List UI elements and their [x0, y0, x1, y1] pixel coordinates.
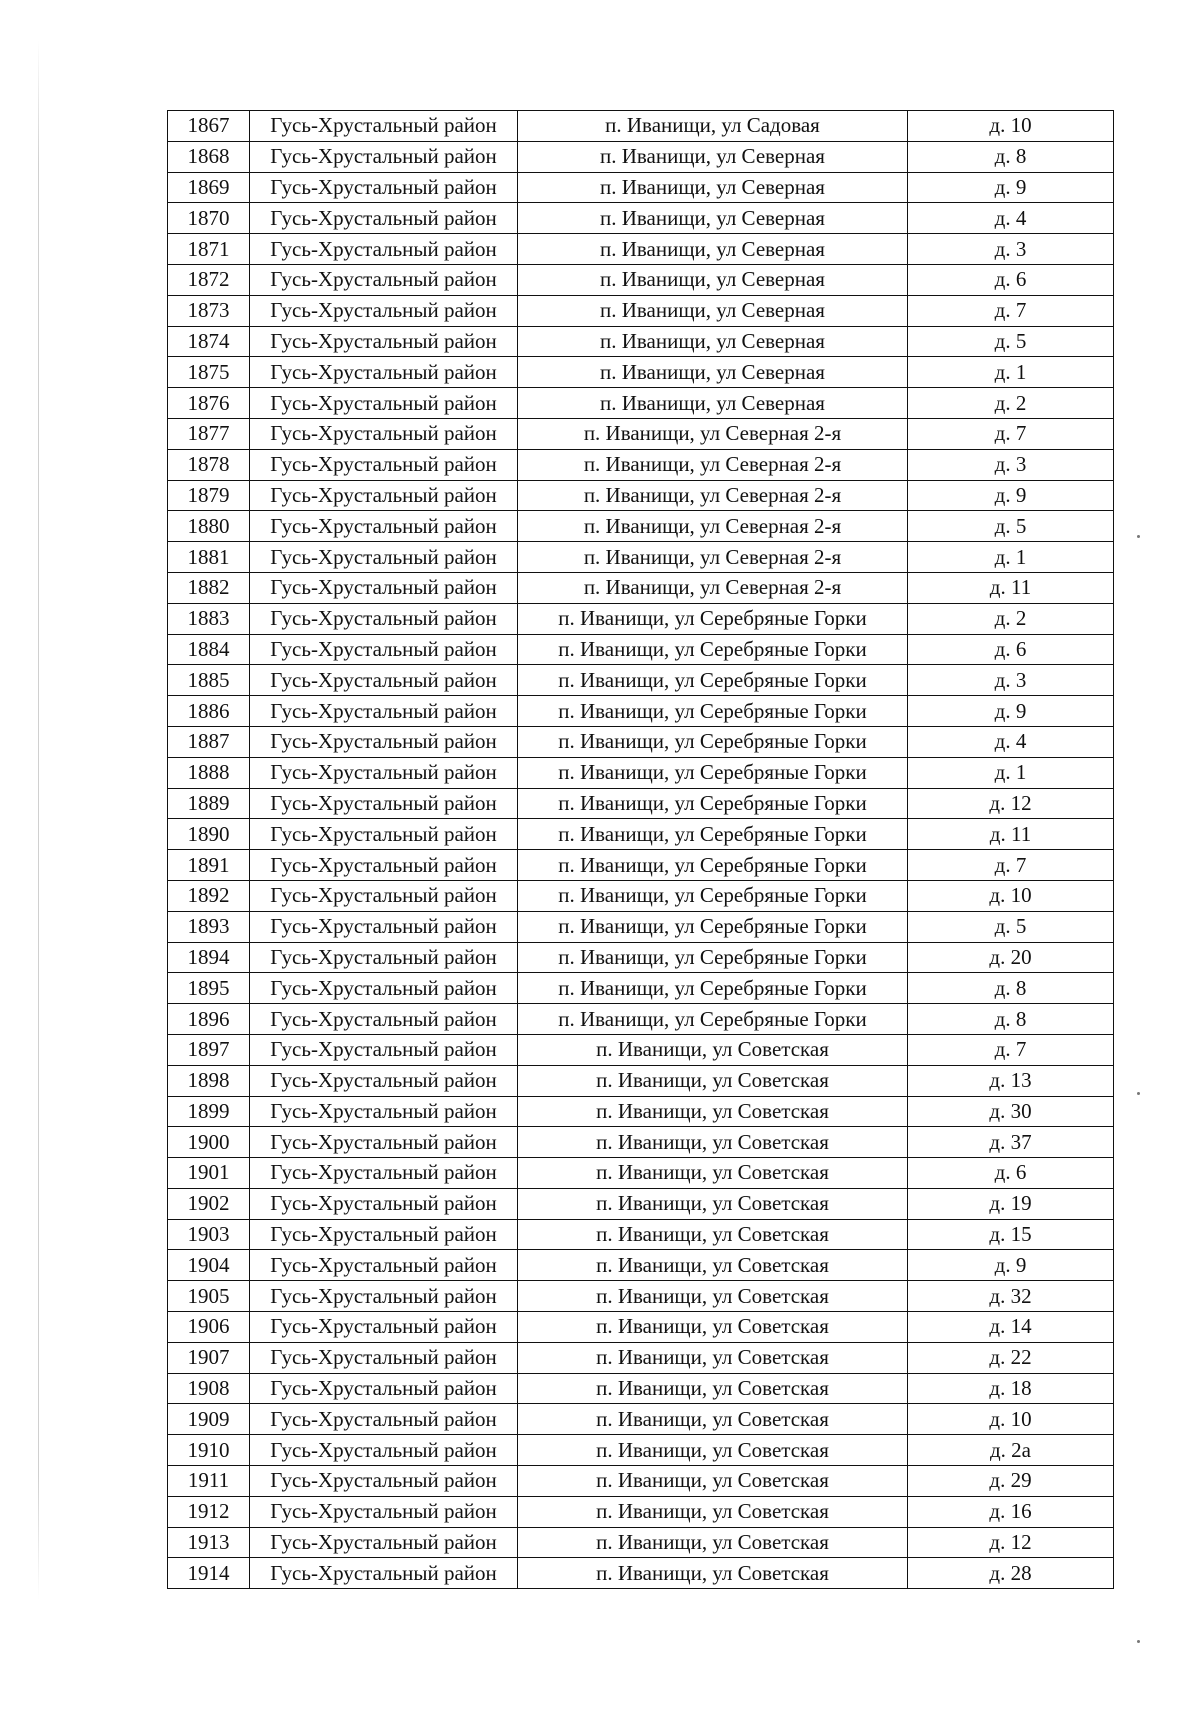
address-cell: п. Иванищи, ул Серебряные Горки — [518, 757, 908, 788]
address-cell: п. Иванищи, ул Серебряные Горки — [518, 726, 908, 757]
table-row — [168, 326, 1114, 357]
table-row — [168, 1127, 1114, 1158]
district-cell: Гусь-Хрустальный район — [250, 757, 518, 788]
district-cell: Гусь-Хрустальный район — [250, 1342, 518, 1373]
house-number-cell: д. 7 — [908, 418, 1114, 449]
row-number-cell: 1896 — [168, 1004, 250, 1035]
row-number-cell: 1911 — [168, 1466, 250, 1497]
district-cell: Гусь-Хрустальный район — [250, 480, 518, 511]
row-number-cell: 1872 — [168, 264, 250, 295]
row-number-cell: 1900 — [168, 1127, 250, 1158]
row-number-cell: 1871 — [168, 234, 250, 265]
address-cell: п. Иванищи, ул Советская — [518, 1435, 908, 1466]
address-cell: п. Иванищи, ул Северная 2-я — [518, 480, 908, 511]
house-number-cell: д. 19 — [908, 1188, 1114, 1219]
district-cell: Гусь-Хрустальный район — [250, 726, 518, 757]
house-number-cell: д. 7 — [908, 850, 1114, 881]
house-number-cell: д. 12 — [908, 788, 1114, 819]
table-row — [168, 264, 1114, 295]
table-row — [168, 111, 1114, 142]
row-number-cell: 1886 — [168, 696, 250, 727]
row-number-cell: 1873 — [168, 295, 250, 326]
address-cell: п. Иванищи, ул Советская — [518, 1558, 908, 1589]
row-number-cell: 1881 — [168, 542, 250, 573]
scan-speck — [1137, 1092, 1140, 1095]
address-cell: п. Иванищи, ул Серебряные Горки — [518, 603, 908, 634]
address-cell: п. Иванищи, ул Северная — [518, 203, 908, 234]
table-row — [168, 388, 1114, 419]
table-row — [168, 1373, 1114, 1404]
row-number-cell: 1898 — [168, 1065, 250, 1096]
table-row — [168, 1096, 1114, 1127]
house-number-cell: д. 16 — [908, 1496, 1114, 1527]
row-number-cell: 1869 — [168, 172, 250, 203]
table-row — [168, 1466, 1114, 1497]
table-row — [168, 1158, 1114, 1189]
address-cell: п. Иванищи, ул Советская — [518, 1466, 908, 1497]
address-cell: п. Иванищи, ул Советская — [518, 1065, 908, 1096]
house-number-cell: д. 29 — [908, 1466, 1114, 1497]
scan-speck — [1137, 1640, 1140, 1643]
row-number-cell: 1876 — [168, 388, 250, 419]
district-cell: Гусь-Хрустальный район — [250, 388, 518, 419]
table-row — [168, 942, 1114, 973]
address-cell: п. Иванищи, ул Советская — [518, 1281, 908, 1312]
address-cell: п. Иванищи, ул Северная — [518, 234, 908, 265]
district-cell: Гусь-Хрустальный район — [250, 973, 518, 1004]
district-cell: Гусь-Хрустальный район — [250, 942, 518, 973]
row-number-cell: 1867 — [168, 111, 250, 142]
table-row — [168, 634, 1114, 665]
table-row — [168, 788, 1114, 819]
house-number-cell: д. 10 — [908, 880, 1114, 911]
table-row — [168, 172, 1114, 203]
house-number-cell: д. 11 — [908, 819, 1114, 850]
table-row — [168, 665, 1114, 696]
row-number-cell: 1889 — [168, 788, 250, 819]
row-number-cell: 1874 — [168, 326, 250, 357]
house-number-cell: д. 9 — [908, 480, 1114, 511]
address-cell: п. Иванищи, ул Серебряные Горки — [518, 973, 908, 1004]
house-number-cell: д. 15 — [908, 1219, 1114, 1250]
district-cell: Гусь-Хрустальный район — [250, 326, 518, 357]
house-number-cell: д. 14 — [908, 1312, 1114, 1343]
district-cell: Гусь-Хрустальный район — [250, 295, 518, 326]
house-number-cell: д. 18 — [908, 1373, 1114, 1404]
district-cell: Гусь-Хрустальный район — [250, 141, 518, 172]
table-row — [168, 1435, 1114, 1466]
address-cell: п. Иванищи, ул Советская — [518, 1527, 908, 1558]
row-number-cell: 1902 — [168, 1188, 250, 1219]
address-cell: п. Иванищи, ул Советская — [518, 1404, 908, 1435]
district-cell: Гусь-Хрустальный район — [250, 234, 518, 265]
house-number-cell: д. 3 — [908, 449, 1114, 480]
address-cell: п. Иванищи, ул Серебряные Горки — [518, 696, 908, 727]
table-row — [168, 1188, 1114, 1219]
district-cell: Гусь-Хрустальный район — [250, 1219, 518, 1250]
address-cell: п. Иванищи, ул Северная — [518, 295, 908, 326]
table-row — [168, 1558, 1114, 1589]
table-row — [168, 1527, 1114, 1558]
district-cell: Гусь-Хрустальный район — [250, 1004, 518, 1035]
house-number-cell: д. 1 — [908, 757, 1114, 788]
row-number-cell: 1887 — [168, 726, 250, 757]
row-number-cell: 1894 — [168, 942, 250, 973]
district-cell: Гусь-Хрустальный район — [250, 1466, 518, 1497]
house-number-cell: д. 7 — [908, 295, 1114, 326]
address-cell: п. Иванищи, ул Садовая — [518, 111, 908, 142]
table-row — [168, 418, 1114, 449]
table-row — [168, 1004, 1114, 1035]
table-row — [168, 1219, 1114, 1250]
table-row — [168, 850, 1114, 881]
address-cell: п. Иванищи, ул Советская — [518, 1158, 908, 1189]
address-cell: п. Иванищи, ул Северная — [518, 357, 908, 388]
table-row — [168, 141, 1114, 172]
house-number-cell: д. 4 — [908, 726, 1114, 757]
address-cell: п. Иванищи, ул Серебряные Горки — [518, 880, 908, 911]
row-number-cell: 1909 — [168, 1404, 250, 1435]
address-cell: п. Иванищи, ул Серебряные Горки — [518, 850, 908, 881]
row-number-cell: 1906 — [168, 1312, 250, 1343]
district-cell: Гусь-Хрустальный район — [250, 1127, 518, 1158]
house-number-cell: д. 8 — [908, 141, 1114, 172]
house-number-cell: д. 9 — [908, 172, 1114, 203]
row-number-cell: 1910 — [168, 1435, 250, 1466]
district-cell: Гусь-Хрустальный район — [250, 880, 518, 911]
row-number-cell: 1877 — [168, 418, 250, 449]
address-cell: п. Иванищи, ул Советская — [518, 1034, 908, 1065]
table-row — [168, 880, 1114, 911]
table-row — [168, 480, 1114, 511]
house-number-cell: д. 8 — [908, 973, 1114, 1004]
address-cell: п. Иванищи, ул Советская — [518, 1219, 908, 1250]
address-cell: п. Иванищи, ул Серебряные Горки — [518, 1004, 908, 1035]
address-cell: п. Иванищи, ул Северная 2-я — [518, 418, 908, 449]
house-number-cell: д. 30 — [908, 1096, 1114, 1127]
house-number-cell: д. 5 — [908, 911, 1114, 942]
house-number-cell: д. 37 — [908, 1127, 1114, 1158]
row-number-cell: 1878 — [168, 449, 250, 480]
row-number-cell: 1892 — [168, 880, 250, 911]
address-cell: п. Иванищи, ул Северная — [518, 141, 908, 172]
row-number-cell: 1903 — [168, 1219, 250, 1250]
row-number-cell: 1884 — [168, 634, 250, 665]
address-cell: п. Иванищи, ул Серебряные Горки — [518, 665, 908, 696]
house-number-cell: д. 6 — [908, 634, 1114, 665]
house-number-cell: д. 3 — [908, 234, 1114, 265]
row-number-cell: 1875 — [168, 357, 250, 388]
house-number-cell: д. 2 — [908, 388, 1114, 419]
row-number-cell: 1907 — [168, 1342, 250, 1373]
district-cell: Гусь-Хрустальный район — [250, 850, 518, 881]
address-cell: п. Иванищи, ул Серебряные Горки — [518, 788, 908, 819]
district-cell: Гусь-Хрустальный район — [250, 1250, 518, 1281]
district-cell: Гусь-Хрустальный район — [250, 1404, 518, 1435]
district-cell: Гусь-Хрустальный район — [250, 634, 518, 665]
row-number-cell: 1880 — [168, 511, 250, 542]
row-number-cell: 1904 — [168, 1250, 250, 1281]
scan-speck — [1137, 535, 1140, 538]
address-cell: п. Иванищи, ул Северная 2-я — [518, 449, 908, 480]
house-number-cell: д. 5 — [908, 511, 1114, 542]
table-row — [168, 234, 1114, 265]
table-row — [168, 449, 1114, 480]
district-cell: Гусь-Хрустальный район — [250, 603, 518, 634]
district-cell: Гусь-Хрустальный район — [250, 1496, 518, 1527]
table-row — [168, 819, 1114, 850]
district-cell: Гусь-Хрустальный район — [250, 1373, 518, 1404]
address-cell: п. Иванищи, ул Советская — [518, 1250, 908, 1281]
table-row — [168, 603, 1114, 634]
scan-edge-line — [38, 40, 39, 1600]
row-number-cell: 1890 — [168, 819, 250, 850]
district-cell: Гусь-Хрустальный район — [250, 203, 518, 234]
house-number-cell: д. 3 — [908, 665, 1114, 696]
house-number-cell: д. 10 — [908, 111, 1114, 142]
house-number-cell: д. 6 — [908, 264, 1114, 295]
house-number-cell: д. 22 — [908, 1342, 1114, 1373]
house-number-cell: д. 6 — [908, 1158, 1114, 1189]
table-row — [168, 1034, 1114, 1065]
district-cell: Гусь-Хрустальный район — [250, 1065, 518, 1096]
address-cell: п. Иванищи, ул Советская — [518, 1312, 908, 1343]
table-row — [168, 357, 1114, 388]
district-cell: Гусь-Хрустальный район — [250, 1558, 518, 1589]
row-number-cell: 1891 — [168, 850, 250, 881]
row-number-cell: 1893 — [168, 911, 250, 942]
district-cell: Гусь-Хрустальный район — [250, 1096, 518, 1127]
district-cell: Гусь-Хрустальный район — [250, 511, 518, 542]
district-cell: Гусь-Хрустальный район — [250, 418, 518, 449]
house-number-cell: д. 32 — [908, 1281, 1114, 1312]
table-row — [168, 1404, 1114, 1435]
address-cell: п. Иванищи, ул Северная 2-я — [518, 511, 908, 542]
district-cell: Гусь-Хрустальный район — [250, 172, 518, 203]
table-row — [168, 973, 1114, 1004]
row-number-cell: 1883 — [168, 603, 250, 634]
row-number-cell: 1912 — [168, 1496, 250, 1527]
house-number-cell: д. 9 — [908, 696, 1114, 727]
address-cell: п. Иванищи, ул Серебряные Горки — [518, 634, 908, 665]
address-cell: п. Иванищи, ул Северная — [518, 326, 908, 357]
address-cell: п. Иванищи, ул Советская — [518, 1496, 908, 1527]
house-number-cell: д. 1 — [908, 542, 1114, 573]
house-number-cell: д. 2а — [908, 1435, 1114, 1466]
table-row — [168, 1065, 1114, 1096]
table-row — [168, 572, 1114, 603]
house-number-cell: д. 1 — [908, 357, 1114, 388]
table-row — [168, 203, 1114, 234]
district-cell: Гусь-Хрустальный район — [250, 1281, 518, 1312]
address-cell: п. Иванищи, ул Северная 2-я — [518, 542, 908, 573]
district-cell: Гусь-Хрустальный район — [250, 696, 518, 727]
house-number-cell: д. 8 — [908, 1004, 1114, 1035]
district-cell: Гусь-Хрустальный район — [250, 665, 518, 696]
house-number-cell: д. 9 — [908, 1250, 1114, 1281]
house-number-cell: д. 13 — [908, 1065, 1114, 1096]
row-number-cell: 1908 — [168, 1373, 250, 1404]
address-table — [167, 110, 1114, 1589]
district-cell: Гусь-Хрустальный район — [250, 449, 518, 480]
row-number-cell: 1888 — [168, 757, 250, 788]
house-number-cell: д. 7 — [908, 1034, 1114, 1065]
table-row — [168, 757, 1114, 788]
district-cell: Гусь-Хрустальный район — [250, 264, 518, 295]
row-number-cell: 1895 — [168, 973, 250, 1004]
table-row — [168, 1250, 1114, 1281]
district-cell: Гусь-Хрустальный район — [250, 911, 518, 942]
house-number-cell: д. 10 — [908, 1404, 1114, 1435]
district-cell: Гусь-Хрустальный район — [250, 111, 518, 142]
row-number-cell: 1913 — [168, 1527, 250, 1558]
address-cell: п. Иванищи, ул Советская — [518, 1127, 908, 1158]
district-cell: Гусь-Хрустальный район — [250, 542, 518, 573]
house-number-cell: д. 4 — [908, 203, 1114, 234]
house-number-cell: д. 28 — [908, 1558, 1114, 1589]
address-cell: п. Иванищи, ул Советская — [518, 1373, 908, 1404]
table-row — [168, 1496, 1114, 1527]
district-cell: Гусь-Хрустальный район — [250, 1188, 518, 1219]
district-cell: Гусь-Хрустальный район — [250, 788, 518, 819]
district-cell: Гусь-Хрустальный район — [250, 1435, 518, 1466]
table-row — [168, 696, 1114, 727]
table-row — [168, 1281, 1114, 1312]
row-number-cell: 1897 — [168, 1034, 250, 1065]
district-cell: Гусь-Хрустальный район — [250, 819, 518, 850]
district-cell: Гусь-Хрустальный район — [250, 1034, 518, 1065]
district-cell: Гусь-Хрустальный район — [250, 572, 518, 603]
table-row — [168, 295, 1114, 326]
house-number-cell: д. 2 — [908, 603, 1114, 634]
house-number-cell: д. 20 — [908, 942, 1114, 973]
row-number-cell: 1914 — [168, 1558, 250, 1589]
row-number-cell: 1868 — [168, 141, 250, 172]
row-number-cell: 1901 — [168, 1158, 250, 1189]
row-number-cell: 1879 — [168, 480, 250, 511]
table-row — [168, 511, 1114, 542]
house-number-cell: д. 12 — [908, 1527, 1114, 1558]
house-number-cell: д. 5 — [908, 326, 1114, 357]
row-number-cell: 1882 — [168, 572, 250, 603]
address-cell: п. Иванищи, ул Советская — [518, 1188, 908, 1219]
district-cell: Гусь-Хрустальный район — [250, 357, 518, 388]
district-cell: Гусь-Хрустальный район — [250, 1158, 518, 1189]
address-cell: п. Иванищи, ул Северная — [518, 388, 908, 419]
table-row — [168, 726, 1114, 757]
district-cell: Гусь-Хрустальный район — [250, 1527, 518, 1558]
row-number-cell: 1905 — [168, 1281, 250, 1312]
address-cell: п. Иванищи, ул Серебряные Горки — [518, 942, 908, 973]
house-number-cell: д. 11 — [908, 572, 1114, 603]
address-cell: п. Иванищи, ул Северная — [518, 172, 908, 203]
address-cell: п. Иванищи, ул Северная 2-я — [518, 572, 908, 603]
address-cell: п. Иванищи, ул Серебряные Горки — [518, 911, 908, 942]
district-cell: Гусь-Хрустальный район — [250, 1312, 518, 1343]
table-row — [168, 1342, 1114, 1373]
table-row — [168, 911, 1114, 942]
table-row — [168, 1312, 1114, 1343]
row-number-cell: 1870 — [168, 203, 250, 234]
address-cell: п. Иванищи, ул Серебряные Горки — [518, 819, 908, 850]
address-table-body — [168, 111, 1114, 1589]
address-cell: п. Иванищи, ул Советская — [518, 1096, 908, 1127]
table-row — [168, 542, 1114, 573]
row-number-cell: 1899 — [168, 1096, 250, 1127]
address-cell: п. Иванищи, ул Советская — [518, 1342, 908, 1373]
address-cell: п. Иванищи, ул Северная — [518, 264, 908, 295]
row-number-cell: 1885 — [168, 665, 250, 696]
